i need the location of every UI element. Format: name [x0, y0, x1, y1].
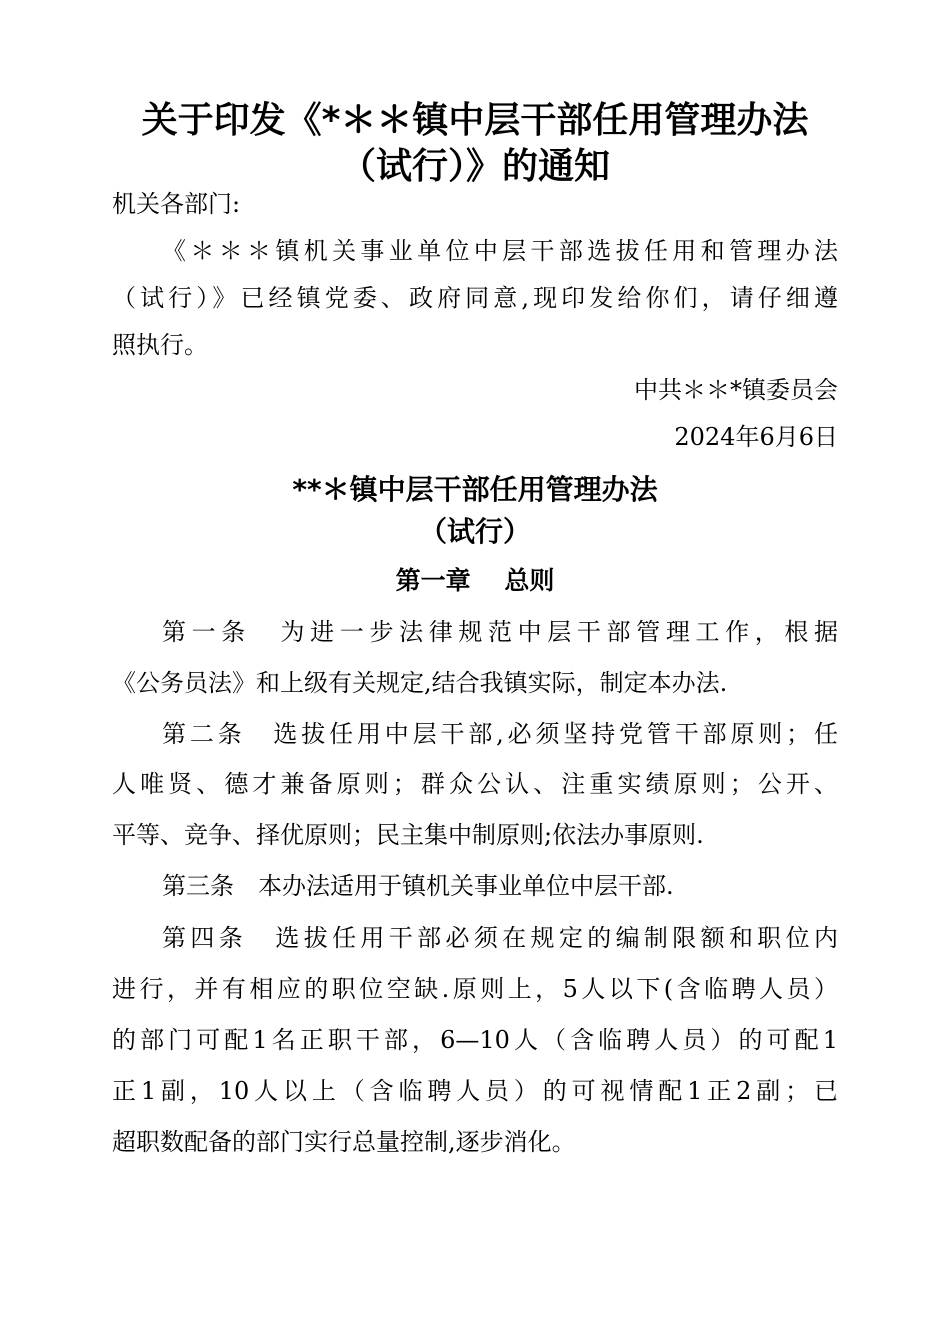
salutation: 机关各部门:	[112, 190, 241, 218]
article-line: 第三条 本办法适用于镇机关事业单位中层干部.	[162, 872, 674, 900]
article-line: 超职数配备的部门实行总量控制,逐步消化。	[112, 1128, 576, 1156]
document-title: **＊镇中层干部任用管理办法	[292, 473, 658, 506]
notice-title-line1: 关于印发《*＊＊镇中层干部任用管理办法	[141, 100, 809, 141]
chapter-heading: 第一章 总则	[395, 566, 555, 595]
article-line: 正1副，10人以上（含临聘人员）的可视情配1正2副；已	[112, 1077, 838, 1105]
notice-body-line: 《＊＊＊镇机关事业单位中层干部选拔任用和管理办法	[162, 237, 838, 265]
notice-body-line: 照执行。	[112, 331, 208, 359]
article-line: 的部门可配1名正职干部，6—10人（含临聘人员）的可配1	[112, 1026, 838, 1054]
article-line: 第四条 选拔任用干部必须在规定的编制限额和职位内	[162, 924, 838, 952]
article-line: 平等、竞争、择优原则；民主集中制原则;依法办事原则.	[112, 821, 704, 849]
notice-title-line2: （试行）》的通知	[339, 146, 610, 187]
article-line: 《公务员法》和上级有关规定,结合我镇实际，制定本办法.	[112, 669, 728, 697]
article-line: 第二条 选拔任用中层干部,必须坚持党管干部原则；任	[162, 720, 838, 748]
notice-body-line: （试行）》已经镇党委、政府同意,现印发给你们，请仔细遵	[112, 284, 838, 312]
article-line: 进行，并有相应的职位空缺.原则上，5人以下(含临聘人员）	[112, 975, 838, 1003]
article-line: 第一条 为进一步法律规范中层干部管理工作，根据	[162, 618, 838, 646]
article-line: 人唯贤、德才兼备原则；群众公认、注重实绩原则；公开、	[112, 770, 838, 798]
signature: 中共＊＊*镇委员会	[634, 376, 838, 404]
document-subtitle: （试行）	[418, 515, 531, 548]
date: 2024年6月6日	[674, 423, 838, 451]
